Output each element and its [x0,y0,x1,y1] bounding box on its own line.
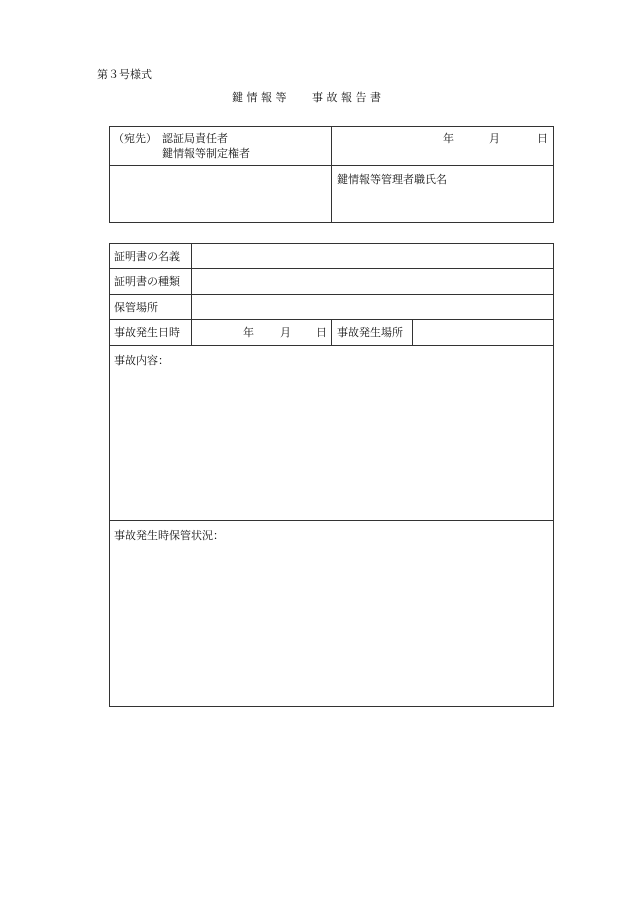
row-divider [109,345,554,346]
date-day: 日 [537,132,548,145]
incident-place-label: 事故発生場所 [337,326,403,339]
label-column-divider [191,243,192,345]
manager-name-label: 鍵情報等管理者職氏名 [337,173,447,186]
storage-place-label: 保管場所 [114,301,158,314]
date-month: 月 [489,132,500,145]
incident-date-day: 日 [316,326,327,339]
row-divider [109,294,554,295]
address-block-divider-v [331,126,332,223]
incident-details-label: 事故内容： [114,354,169,367]
date-place-divider [331,319,332,345]
cert-type-label: 証明書の種類 [114,275,180,288]
storage-status-label: 事故発生時保管状況： [114,529,224,542]
addressee-line-1: 認証局責任者 [162,132,228,145]
addressee-prefix: （宛先） [113,132,157,145]
incident-table [109,243,554,707]
form-number: 第３号様式 [97,68,152,81]
date-year: 年 [443,132,454,145]
document-title: 鍵 情 報 等 事 故 報 告 書 [232,91,381,104]
row-divider [109,520,554,521]
incident-date-year: 年 [243,326,254,339]
incident-date-month: 月 [280,326,291,339]
row-divider [109,268,554,269]
incident-date-label: 事故発生日時 [114,326,180,339]
addressee-line-2: 鍵情報等制定権者 [162,147,250,160]
cert-name-label: 証明書の名義 [114,250,180,263]
place-label-divider [412,319,413,345]
